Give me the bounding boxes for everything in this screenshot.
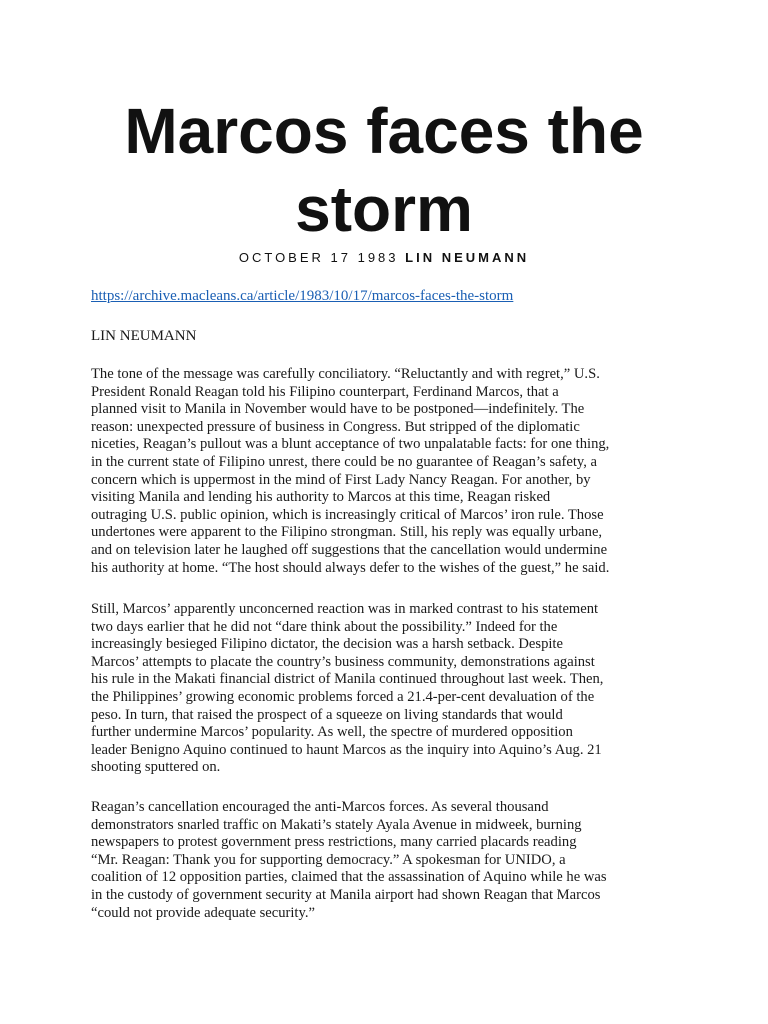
- publication-date: OCTOBER 17 1983: [238, 250, 399, 265]
- paragraph-line: in the current state of Filipino unrest, there could be no guarantee of Reagan’s safety, a: [91, 453, 598, 470]
- title-line-2: storm: [295, 173, 473, 245]
- paragraph-line: demonstrators snarled traffic on Makati’s stately Ayala Avenue in midweek, burning: [91, 816, 582, 833]
- paragraph-line: The tone of the message was carefully conciliatory. “Reluctantly and with regret,” U.S.: [91, 366, 600, 382]
- paragraph-line: in the custody of government security at Manila airport had shown Reagan that Marcos: [91, 886, 601, 903]
- paragraph-1: [91, 366, 691, 577]
- paragraph-line: further undermine Marcos’ popularity. As well, the spectre of murdered opposition: [91, 724, 573, 741]
- paragraph-line: Marcos’ attempts to placate the country’s business community, demonstrations against: [91, 653, 595, 670]
- paragraph-line: Still, Marcos’ apparently unconcerned reaction was in marked contrast to his statement: [91, 601, 599, 617]
- title-line-1: Marcos faces the: [124, 95, 644, 167]
- paragraph-line: niceties, Reagan’s pullout was a blunt acceptance of two unpalatable facts: for one thing,: [91, 436, 610, 453]
- paragraph-line: newspapers to protest government press restrictions, many carried placards reading: [91, 834, 577, 851]
- paragraph-2: [91, 601, 691, 777]
- paragraph-line: shooting sputtered on.: [91, 759, 221, 776]
- paragraph-line: his rule in the Makati financial district of Manila continued throughout last week. Then,: [91, 671, 604, 688]
- paragraph-line: outraging U.S. public opinion, which is increasingly critical of Marcos’ iron rule. Those: [91, 506, 604, 523]
- paragraph-line: and on television later he laughed off suggestions that the cancellation would undermine: [91, 541, 608, 558]
- paragraph-line: peso. In turn, that raised the prospect of a squeeze on living standards that would: [91, 706, 563, 723]
- paragraph-line: the Philippines’ growing economic problems forced a 21.4-per-cent devaluation of the: [91, 688, 595, 705]
- paragraph-line: increasingly besieged Filipino dictator, the decision was a harsh setback. Despite: [91, 636, 563, 653]
- paragraph-line: President Ronald Reagan told his Filipino counterpart, Ferdinand Marcos, that a: [91, 383, 559, 400]
- paragraph-line: reason: unexpected pressure of business in Congress. But stripped of the diplomatic: [91, 418, 580, 435]
- paragraph-line: “Mr. Reagan: Thank you for supporting democracy.” A spokesman for UNIDO, a: [91, 851, 566, 868]
- paragraph-line: coalition of 12 opposition parties, claimed that the assassination of Aquino while he was: [91, 869, 607, 886]
- paragraph-line: concern which is uppermost in the mind of First Lady Nancy Reagan. For another, by: [91, 471, 591, 488]
- paragraph-line: “could not provide adequate security.”: [91, 904, 315, 921]
- paragraph-line: leader Benigno Aquino continued to haunt Marcos as the inquiry into Aquino’s Aug. 21: [91, 741, 602, 758]
- paragraph-line: two days earlier that he did not “dare think about the possibility.” Indeed for the: [91, 618, 558, 635]
- paragraph-line: undertones were apparent to the Filipino strongman. Still, his reply was equally urbane,: [91, 524, 603, 541]
- source-link[interactable]: https://archive.macleans.ca/article/1983/10/17/marcos-faces-the-storm: [91, 288, 514, 304]
- byline: [40, 250, 728, 265]
- paragraph-line: his authority at home. “The host should always defer to the wishes of the guest,” he said.: [91, 559, 610, 576]
- article-title: [40, 92, 728, 248]
- author-name: LIN NEUMANN: [91, 328, 197, 344]
- paragraph-3: [91, 799, 691, 922]
- paragraph-line: visiting Manila and lending his authority to Marcos at this time, Reagan risked: [91, 489, 551, 506]
- paragraph-line: Reagan’s cancellation encouraged the anti-Marcos forces. As several thousand: [91, 799, 549, 815]
- byline-author: LIN NEUMANN: [405, 250, 530, 265]
- paragraph-line: planned visit to Manila in November would have to be postponed—indefinitely. The: [91, 401, 585, 418]
